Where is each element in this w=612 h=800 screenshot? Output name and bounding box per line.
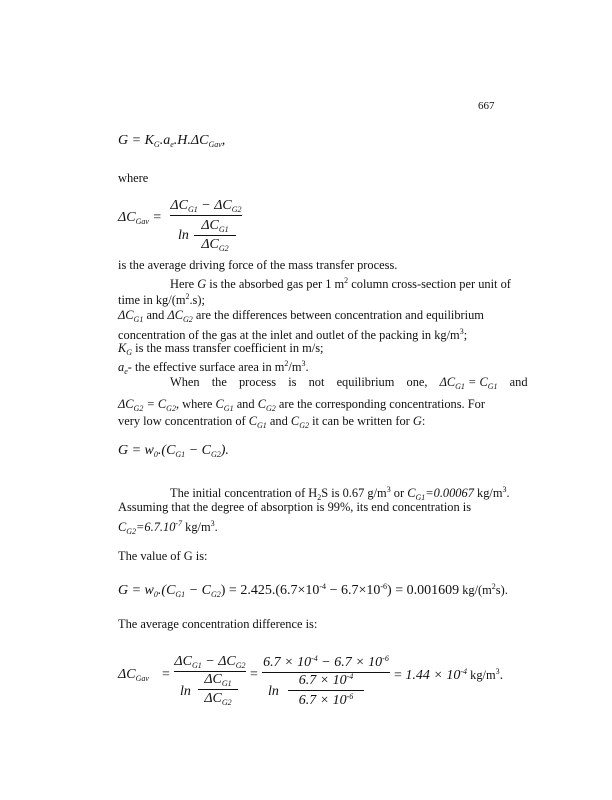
equation-2-fraction: $\Delta C_{G1} - \Delta C_{G2}$: [170, 198, 242, 214]
equation-5-fraction-numeric: $6.7 \times 10^{-4} - 6.7 \times 10^{-6}$: [262, 654, 390, 674]
text-line-5: concentration of the gas at the inlet and outlet of the packing in $kg/m^3$;: [118, 327, 468, 342]
equation-5-fraction-symbolic: $\Delta C_{G1} - \Delta C_{G2}$: [174, 654, 246, 670]
where-label: where: [118, 171, 149, 185]
text-line-7: $a_e-$ the effective surface area in $m^2/m^3$.: [118, 359, 309, 376]
text-line-3: time in $kg/(m^2.s)$;: [118, 292, 205, 307]
text-line-8: When the process is not equilibrium one, $\Delta C_{G1} = C_{G1}$ and: [170, 375, 528, 391]
equation-5-ln1: ln: [180, 684, 191, 699]
text-line-9: $\Delta C_{G2} = C_{G2}$, where $C_{G1}$ and $C_{G2}$ are the corresponding concentrations. For: [118, 397, 485, 413]
text-line-13: $C_{G2}=6.7.10^{-7}$ $kg/m^3$.: [118, 519, 218, 536]
text-line-6: $K_G$ is the mass transfer coefficient in m/s;: [118, 341, 324, 357]
text-line-1: is the average driving force of the mass transfer process.: [118, 258, 398, 272]
equation-3: $G = w_0.(C_{G1} - C_{G2})$.: [118, 443, 229, 459]
text-line-10: very low concentration of $C_{G1}$ and $C_{G2}$ it can be written for G:: [118, 414, 426, 430]
text-line-2: Here G is the absorbed gas per 1 $m^2$ column cross-section per unit of: [170, 276, 511, 291]
equation-5-inner-fraction-1: $\Delta C_{G1}$ $\Delta C_{G2}$: [198, 672, 238, 707]
text-line-14: The value of G is:: [118, 549, 208, 563]
text-line-12: Assuming that the degree of absorption is 99%, its end concentration is: [118, 500, 472, 514]
equation-5-lhs: $\Delta C_{Gav}$: [118, 667, 149, 683]
equation-5-result: = $1.44 \times 10^{-4}$ $kg/m^3$.: [394, 667, 504, 683]
equation-5-eq2: =: [250, 667, 258, 682]
equation-5-eq1: =: [162, 667, 170, 682]
page-number: 667: [478, 100, 495, 112]
equation-5-ln2: ln: [268, 684, 279, 699]
text-line-4: $\Delta C_{G1}$ and $\Delta C_{G2}$ are the differences between concentration and equilibrium: [118, 308, 484, 324]
equation-5-inner-fraction-2: $6.7 \times 10^{-4}$ $6.7 \times 10^{-6}$: [288, 672, 364, 709]
equation-2-inner-fraction: $\Delta C_{G1}$ $\Delta C_{G2}$: [194, 218, 236, 253]
equation-2-ln: ln: [178, 228, 189, 243]
text-line-11: The initial concentration of $H_2S$ is 0.67 $g/m^3$ or $C_{G1}=0.00067$ $kg/m^3$.: [170, 485, 510, 502]
text-line-15: The average concentration difference is:: [118, 617, 318, 631]
equation-4: $G = w_0.(C_{G1} - C_{G2}) = 2.425.(6.7\times 10^{-4} - 6.7\times 10^{-6}) = 0.001609$ $kg/(m^2s)$.: [118, 582, 508, 599]
equation-2-lhs: $\Delta C_{Gav}$ =: [118, 210, 162, 226]
equation-1: $G = K_G.a_e.H.\Delta C_{Gav}$,: [118, 133, 226, 149]
